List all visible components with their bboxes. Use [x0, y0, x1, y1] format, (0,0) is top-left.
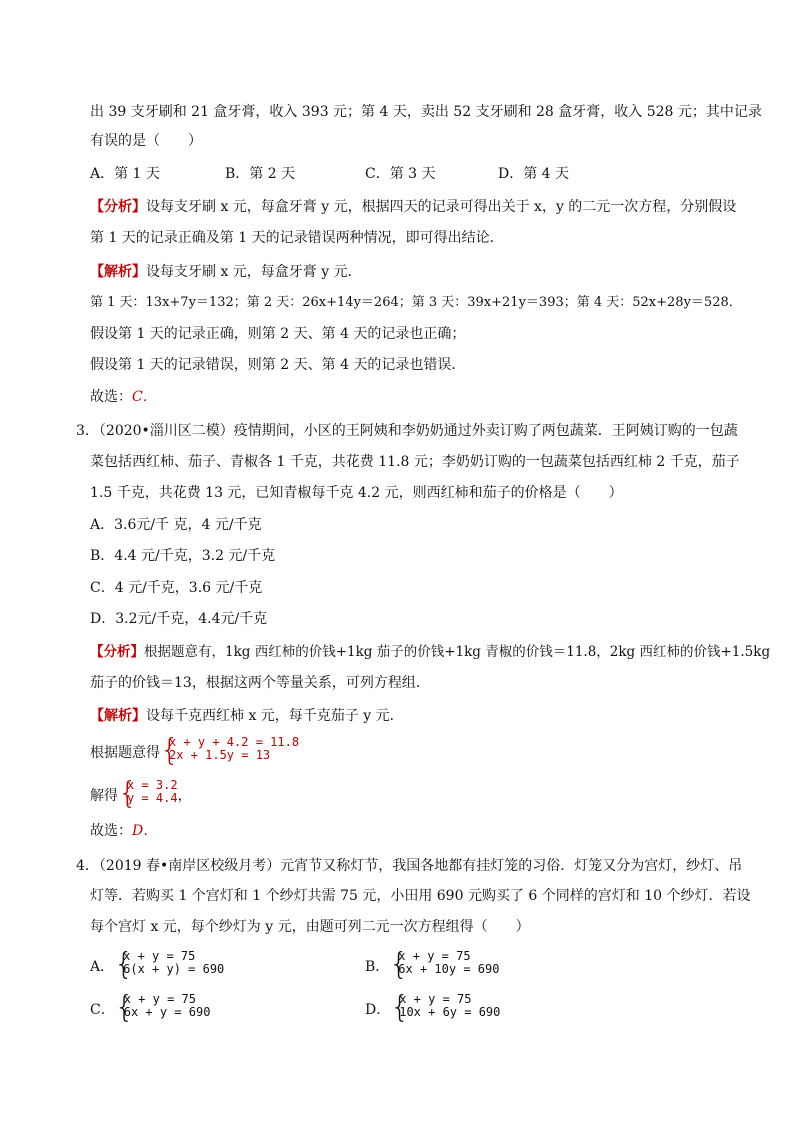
q3-system-line — [90, 733, 300, 770]
solution-tag: 【解析】 — [90, 708, 146, 724]
q4-stem-line1: 4．（2019 春•南岸区校级月考）元宵节又称灯节，我国各地都有挂灯笼的习俗．灯笼又分为宫灯，纱灯、吊 — [76, 858, 743, 874]
option-label: A． — [90, 959, 115, 975]
equation-1: x + y = 75 — [123, 949, 196, 963]
q3-stem-line1: 3．（2020•淄川区二模）疫情期间，小区的王阿姨和李奶奶通过外卖订购了两包蔬菜．王阿姨订购的一包蔬 — [76, 423, 738, 439]
q2-option-b: B．第 2 天 — [225, 166, 296, 182]
q4-option-a-system — [114, 947, 225, 984]
q2-option-d: D．第 4 天 — [498, 166, 570, 182]
q2-answer-line — [90, 387, 157, 407]
q2-analysis-text: 设每支牙刷 x 元，每盒牙膏 y 元，根据四天的记录可得出关于 x，y 的二元一次方程，分别假设 — [146, 199, 737, 215]
q3-solution-system — [118, 776, 178, 813]
equation-1: x + y = 75 — [398, 949, 471, 963]
q3-solution-text: 设每千克西红柿 x 元，每千克茄子 y 元． — [146, 708, 404, 724]
equation-2: 10x + 6y = 690 — [399, 1005, 501, 1019]
q3-solve-eq1: x = 3.2 — [127, 778, 178, 792]
brace-icon: { — [114, 990, 134, 1025]
brace-icon: { — [389, 947, 409, 982]
q2-answer: C． — [132, 389, 157, 405]
q3-equation-system — [160, 733, 300, 770]
equation-1: x + y = 75 — [123, 992, 196, 1006]
equation-1: x + y = 75 — [399, 992, 472, 1006]
option-label: B． — [365, 959, 390, 975]
q2-option-a: A．第 1 天 — [90, 166, 160, 182]
q3-solution-line1 — [90, 706, 404, 726]
q4-option-d-system — [390, 990, 501, 1027]
q4-option-b — [365, 947, 500, 984]
q4-option-c-system — [114, 990, 211, 1027]
brace-icon: { — [114, 947, 134, 982]
q2-stem-line2: 有误的是（ ） — [90, 133, 202, 149]
q3-answer-line — [90, 821, 157, 841]
q4-option-b-system — [389, 947, 500, 984]
q3-option-b: B．4.4 元/千克，3.2 元/千克 — [90, 548, 276, 564]
q2-stem-line1: 出 39 支牙刷和 21 盒牙膏，收入 393 元；第 4 天，卖出 52 支牙刷和 28 盒牙膏，收入 528 元；其中记录 — [90, 104, 762, 120]
q3-option-d: D．3.2元/千克，4.4元/千克 — [90, 611, 268, 627]
analysis-tag: 【分析】 — [90, 644, 144, 660]
q2-assumption-2: 假设第 1 天的记录错误，则第 2 天、第 4 天的记录也错误． — [90, 357, 466, 373]
q4-stem-line2: 灯等．若购买 1 个宫灯和 1 个纱灯共需 75 元，小田用 690 元购买了 6 个同样的宫灯和 10 个纱灯．若设 — [90, 888, 751, 904]
brace-icon: { — [118, 776, 138, 811]
q3-system-eq1: x + y + 4.2 = 11.8 — [169, 735, 300, 749]
q2-analysis-line2: 第 1 天的记录正确及第 1 天的记录错误两种情况，即可得出结论． — [90, 230, 504, 246]
equation-2: 6x + 10y = 690 — [398, 962, 500, 976]
q4-stem-line3: 每个宫灯 x 元，每个纱灯为 y 元，由题可列二元一次方程组得（ ） — [90, 919, 530, 935]
equation-2: 6(x + y) = 690 — [123, 962, 225, 976]
q3-solve-prefix: 解得 — [90, 788, 118, 804]
q3-analysis-text: 根据题意有，1kg 西红柿的价钱+1kg 茄子的价钱+1kg 青椒的价钱＝11.8，2kg 西红柿的价钱+1.5kg — [144, 644, 771, 660]
q2-solution-line1 — [90, 262, 362, 282]
equation-2: 6x + y = 690 — [123, 1005, 211, 1019]
brace-icon: { — [390, 990, 410, 1025]
q3-solve-line — [90, 776, 192, 813]
q3-stem-line3: 1.5 千克，共花费 13 元，已知青椒每千克 4.2 元，则西红柿和茄子的价格是（ ） — [90, 485, 623, 501]
q3-analysis-line1 — [90, 642, 770, 662]
q3-solve-suffix: ， — [177, 788, 192, 804]
q3-answer: D． — [132, 823, 158, 839]
q2-assumption-1: 假设第 1 天的记录正确，则第 2 天、第 4 天的记录也正确； — [90, 326, 466, 342]
q2-solution-text: 设每支牙刷 x 元，每盒牙膏 y 元． — [146, 264, 362, 280]
brace-icon: { — [160, 733, 180, 768]
q3-stem-line2: 菜包括西红柿、茄子、青椒各 1 千克，共花费 11.8 元；李奶奶订购的一包蔬菜包括西红柿 2 千克，茄子 — [90, 454, 740, 470]
choose-label: 故选： — [90, 823, 132, 839]
q4-option-d — [365, 990, 501, 1027]
option-label: C． — [90, 1002, 115, 1018]
q2-option-c: C．第 3 天 — [365, 166, 436, 182]
q2-analysis-line1 — [90, 197, 736, 217]
q4-option-c — [90, 990, 211, 1027]
q3-system-eq2: 2x + 1.5y = 13 — [169, 748, 271, 762]
solution-tag: 【解析】 — [90, 264, 146, 280]
analysis-tag: 【分析】 — [90, 199, 146, 215]
q3-system-prefix: 根据题意得 — [90, 745, 160, 761]
q4-option-a — [90, 947, 225, 984]
choose-label: 故选： — [90, 389, 132, 405]
q3-option-a: A．3.6元/千 克，4 元/千克 — [90, 517, 262, 533]
q3-solve-eq2: y = 4.4 — [127, 791, 178, 805]
option-label: D． — [365, 1002, 391, 1018]
q3-analysis-line2: 茄子的价钱＝13，根据这两个等量关系，可列方程组． — [90, 675, 430, 691]
q3-option-c: C．4 元/千克，3.6 元/千克 — [90, 580, 263, 596]
q2-equations-line: 第 1 天：13x+7y＝132；第 2 天：26x+14y＝264；第 3 天：39x+21y＝393；第 4 天：52x+28y＝528． — [90, 295, 742, 310]
